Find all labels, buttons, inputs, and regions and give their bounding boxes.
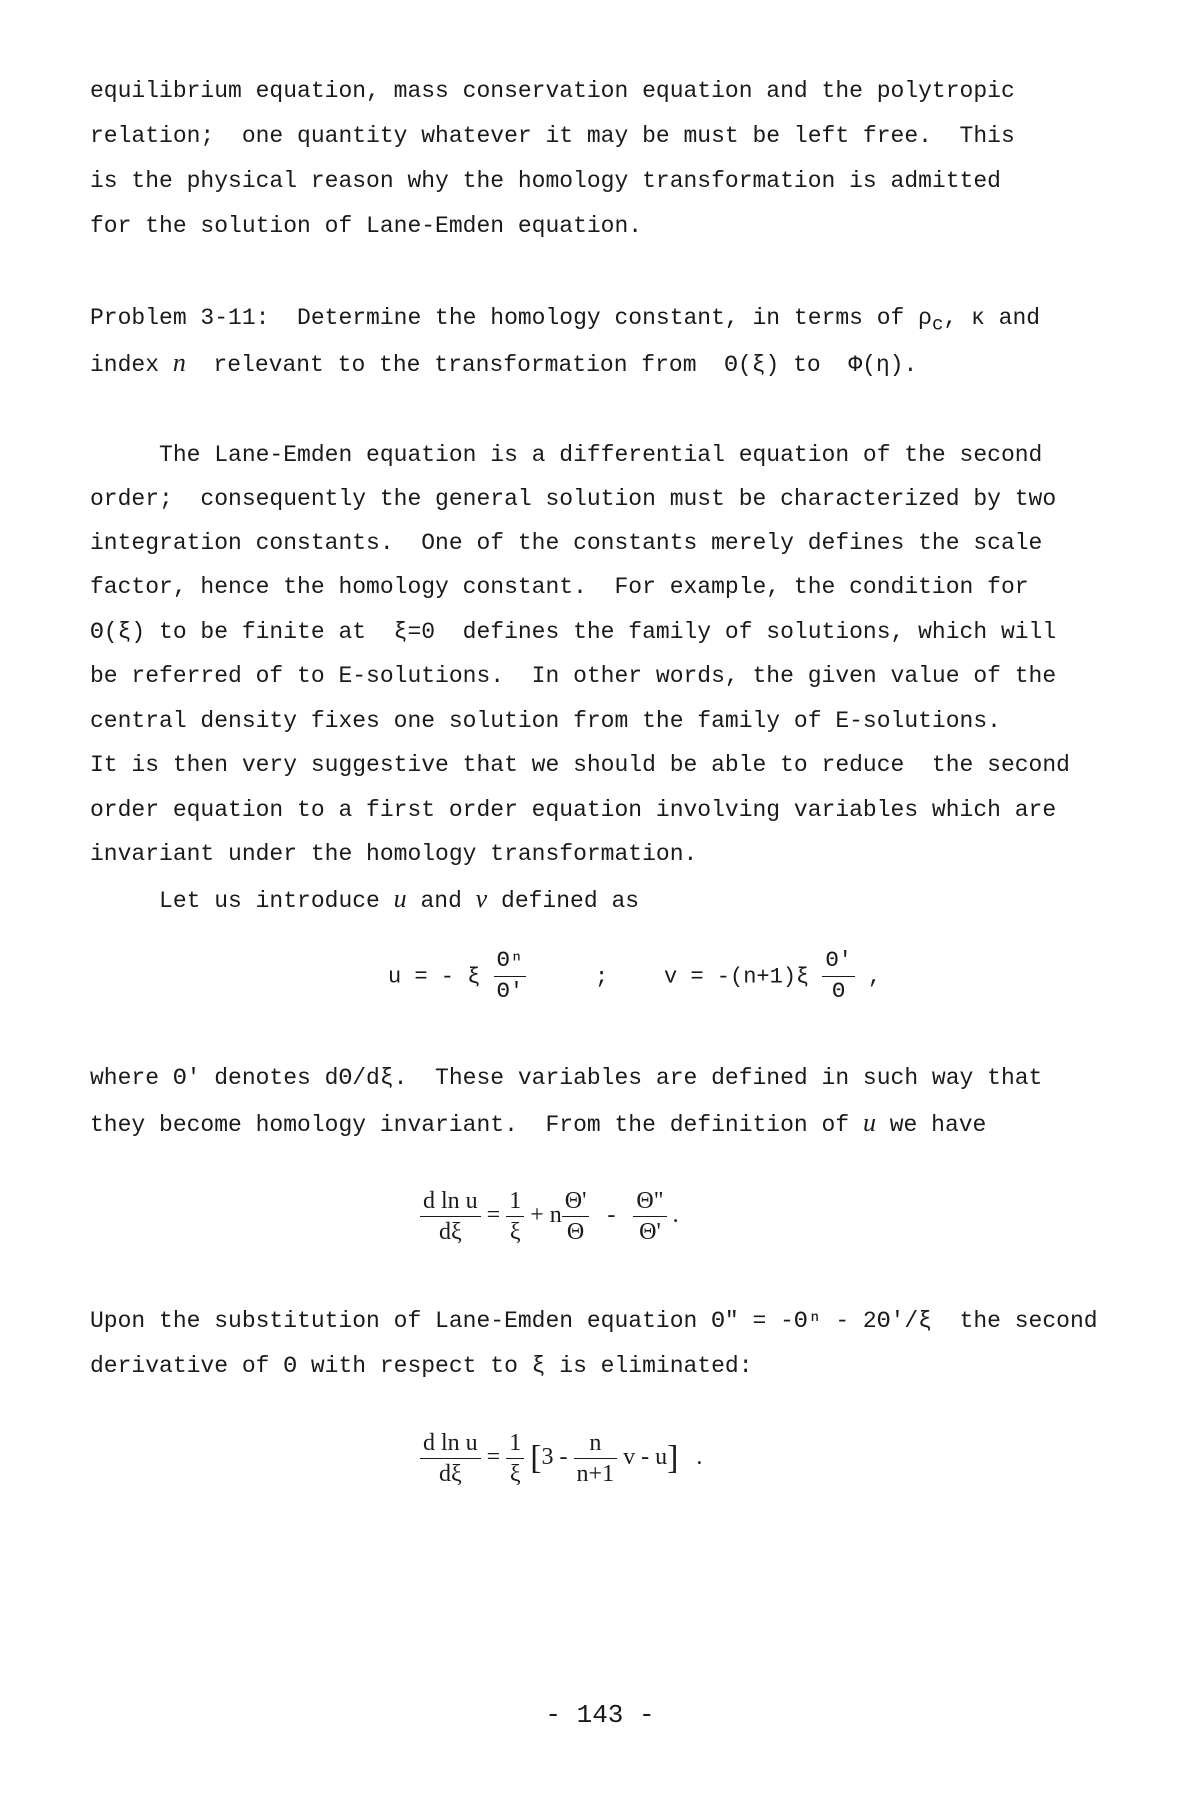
numerator: n: [574, 1430, 618, 1459]
numerator: Θⁿ: [494, 948, 526, 977]
numerator: Θ': [822, 948, 854, 977]
problem-line: [90, 348, 917, 378]
text-line: It is then very suggestive that we should be able to reduce the second: [90, 752, 1070, 778]
fraction: [420, 1430, 481, 1487]
left-bracket: [: [530, 1439, 542, 1477]
text-span: and: [406, 888, 476, 914]
equation-v: [664, 948, 881, 1005]
text-line: for the solution of Lane-Emden equation.: [90, 213, 643, 239]
numerator: 1: [506, 1430, 524, 1459]
fraction: [562, 1188, 590, 1245]
text-line: Θ(ξ) to be finite at ξ=0 defines the family of solutions, which will: [90, 619, 1057, 645]
text-line: order; consequently the general solution must be characterized by two: [90, 486, 1057, 512]
denominator: ξ: [509, 1461, 521, 1487]
v-variable: v: [475, 884, 488, 913]
numerator: d ln u: [420, 1188, 481, 1217]
text-line: be referred of to E-solutions. In other words, the given value of the: [90, 663, 1057, 689]
numerator: d ln u: [420, 1430, 481, 1459]
equation-dlnu: [420, 1188, 679, 1245]
problem-line: [90, 303, 1041, 336]
denominator: Θ: [566, 1219, 585, 1245]
text-line: is the physical reason why the homology transformation is admitted: [90, 168, 1001, 194]
text-line: factor, hence the homology constant. For example, the condition for: [90, 574, 1029, 600]
denominator: ξ: [509, 1219, 521, 1245]
numerator: 1: [506, 1188, 524, 1217]
denominator: Θ': [639, 1219, 661, 1245]
denominator: dξ: [438, 1461, 462, 1487]
plus-term: + n: [530, 1202, 562, 1229]
minus-sign: -: [607, 1202, 616, 1229]
rho-subscript: c: [931, 313, 944, 336]
eq-lhs: v = -(n+1)ξ: [664, 964, 810, 990]
fraction: [506, 1430, 524, 1487]
fraction: [506, 1188, 524, 1245]
u-variable: u: [393, 884, 407, 913]
text-line: invariant under the homology transformation.: [90, 841, 698, 867]
text-line: relation; one quantity whatever it may be must be left free. This: [90, 123, 1015, 149]
numerator: Θ': [562, 1188, 590, 1217]
text-line: Upon the substitution of Lane-Emden equation Θ" = -Θⁿ - 2Θ'/ξ the second: [90, 1308, 1098, 1334]
equation-u: [388, 948, 526, 1005]
numerator: Θ": [633, 1188, 666, 1217]
n-variable: n: [172, 348, 186, 377]
text-span: we have: [875, 1112, 987, 1138]
text-line: The Lane-Emden equation is a differential equation of the second: [90, 442, 1043, 468]
fraction: [822, 948, 854, 1005]
eq-tail: ,: [868, 964, 882, 990]
eq-lhs: u = - ξ: [388, 964, 481, 990]
page-number: - 143 -: [545, 1700, 655, 1730]
text-span: they become homology invariant. From the definition of: [90, 1112, 863, 1138]
text-line: central density fixes one solution from the family of E-solutions.: [90, 708, 1001, 734]
equation-separator: ;: [595, 965, 609, 990]
fraction: [574, 1430, 618, 1487]
text-line: equilibrium equation, mass conservation equation and the polytropic: [90, 78, 1015, 104]
text-line: [90, 884, 639, 914]
problem-text: Problem 3-11: Determine the homology constant, in terms of: [90, 305, 919, 331]
text-line: derivative of Θ with respect to ξ is eliminated:: [90, 1353, 753, 1379]
problem-tail: , κ and: [943, 305, 1041, 331]
eq-tail: .: [672, 1202, 679, 1229]
text-line: order equation to a first order equation involving variables which are: [90, 797, 1057, 823]
term: v - u: [623, 1444, 668, 1471]
text-span: defined as: [487, 888, 640, 914]
denominator: n+1: [576, 1461, 615, 1487]
denominator: dξ: [438, 1219, 462, 1245]
text-span: Let us introduce: [90, 888, 394, 914]
denominator: Θ: [832, 979, 846, 1004]
eq-tail: .: [696, 1444, 703, 1471]
u-variable: u: [862, 1108, 876, 1137]
text-line: integration constants. One of the constants merely defines the scale: [90, 530, 1043, 556]
fraction: [420, 1188, 481, 1245]
fraction: [633, 1188, 666, 1245]
equals-sign: =: [486, 1444, 501, 1471]
denominator: Θ': [496, 979, 524, 1004]
rho-symbol: ρ: [918, 305, 932, 331]
fraction: [494, 948, 526, 1005]
problem-text: index: [90, 352, 173, 378]
term: 3 -: [541, 1444, 568, 1471]
problem-text: relevant to the transformation from Θ(ξ) to Φ(η).: [185, 352, 918, 378]
right-bracket: ]: [667, 1439, 679, 1477]
equation-dlnu-reduced: [420, 1430, 702, 1487]
equals-sign: =: [486, 1202, 501, 1229]
text-line: [90, 1108, 986, 1138]
text-line: where Θ' denotes dΘ/dξ. These variables are defined in such way that: [90, 1065, 1043, 1091]
